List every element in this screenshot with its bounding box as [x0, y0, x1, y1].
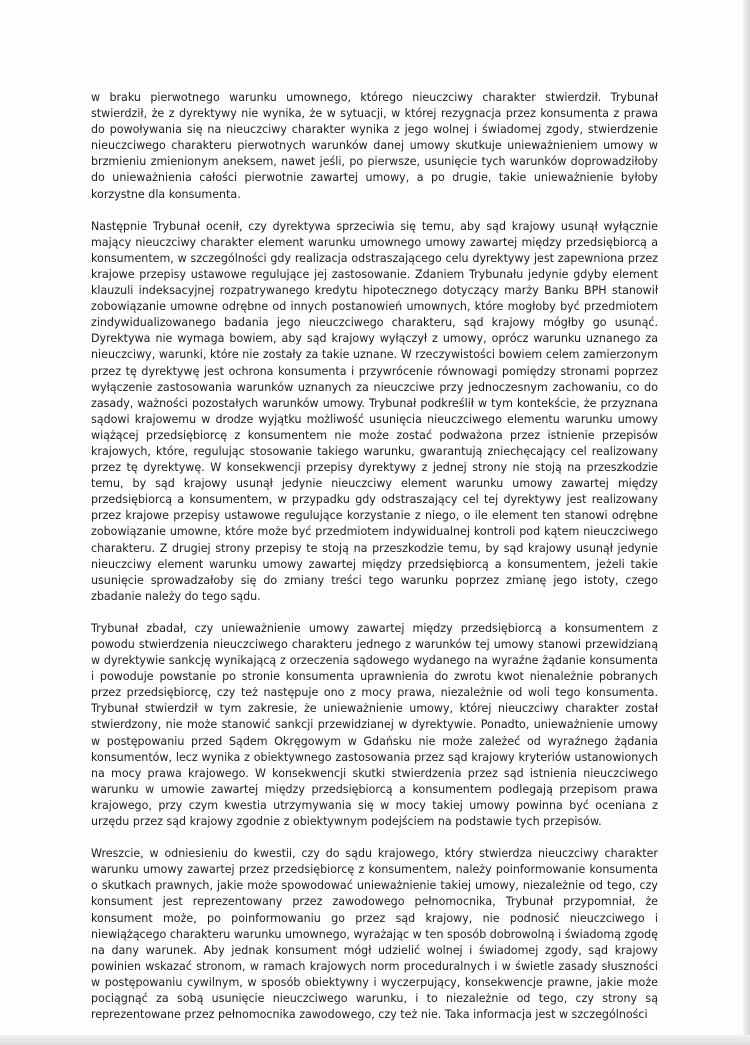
- document-body: [91, 90, 658, 1039]
- paragraph-2: Następnie Trybunał ocenił, czy dyrektywa sprzeciwia się temu, aby sąd krajowy usunął wyłącznie mający nieuczciwy charakter element warunku umownego umowy zawartej między przedsiębiorcą a konsumentem, w szczególności gdy realizacja odstraszającego celu dyrektywy jest zapewniona przez krajowe przepisy ustawowe regulujące jej zastosowanie. Zdaniem Trybunału jedynie gdyby element klauzuli indeksacyjnej rozpatrywanego kredytu hipotecznego dotyczący marży Banku BPH stanowił zobowiązanie umowne odrębne od innych postanowień umownych, które mogłoby być przedmiotem zindywidualizowanego badania jego nieuczciwego charakteru, sąd krajowy mógłby go usunąć. Dyrektywa nie wymaga bowiem, aby sąd krajowy wyłączył z umowy, oprócz warunku uznanego za nieuczciwy, warunki, które nie zostały za takie uznane. W rzeczywistości bowiem celem zamierzonym przez tę dyrektywę jest ochrona konsumenta i przywrócenie równowagi pomiędzy stronami poprzez wyłączenie zastosowania warunków uznanych za nieuczciwe przy jednoczesnym zachowaniu, co do zasady, ważności pozostałych warunków umowy. Trybunał podkreślił w tym kontekście, że przyznana sądowi krajowemu w drodze wyjątku możliwość usunięcia nieuczciwego elementu warunku umowy wiążącej przedsiębiorcę z konsumentem nie może zostać podważona przez istnienie przepisów krajowych, które, regulując stosowanie takiego warunku, gwarantują zniechęcający cel realizowany przez tę dyrektywę. W konsekwencji przepisy dyrektywy z jednej strony nie stoją na przeszkodzie temu, by sąd krajowy usunął jedynie nieuczciwy element warunku umowy zawartej między przedsiębiorcą a konsumentem, w przypadku gdy odstraszający cel tej dyrektywy jest realizowany przez krajowe przepisy ustawowe regulujące korzystanie z niego, o ile element ten stanowi odrębne zobowiązanie umowne, które może być przedmiotem indywidualnej kontroli pod kątem nieuczciwego charakteru. Z drugiej strony przepisy te stoją na przeszkodzie temu, by sąd krajowy usunął jedynie nieuczciwy element warunku umowy zawartej między przedsiębiorcą a konsumentem, jeżeli takie usunięcie sprowadzałoby się do zmiany treści tego warunku poprzez zmianę jego istoty, czego zbadanie należy do tego sądu.: [91, 219, 658, 603]
- paragraph-3: Trybunał zbadał, czy unieważnienie umowy zawartej między przedsiębiorcą a konsumentem z powodu stwierdzenia nieuczciwego charakteru jednego z warunków tej umowy stanowi przewidzianą w dyrektywie sankcję wynikającą z orzeczenia sądowego wydanego na wyraźne żądanie konsumenta i powoduje powstanie po stronie konsumenta uprawnienia do zwrotu kwot nienależnie pobranych przez przedsiębiorcę, czy też następuje ono z mocy prawa, niezależnie od woli tego konsumenta. Trybunał stwierdził w tym zakresie, że unieważnienie umowy, której nieuczciwy charakter został stwierdzony, nie może stanowić sankcji przewidzianej w dyrektywie. Ponadto, unieważnienie umowy w postępowaniu przed Sądem Okręgowym w Gdańsku nie może zależeć od wyraźnego żądania konsumentów, lecz wynika z obiektywnego zastosowania przez sąd krajowy kryteriów ustanowionych na mocy prawa krajowego. W konsekwencji skutki stwierdzenia przez sąd istnienia nieuczciwego warunku w umowie zawartej między przedsiębiorcą a konsumentem podlegają przepisom prawa krajowego, przy czym kwestia utrzymywania się w mocy takiej umowy powinna być oceniana z urzędu przez sąd krajowy zgodnie z obiektywnym podejściem na podstawie tych przepisów.: [91, 621, 658, 829]
- page-edge-shadow-right: [743, 0, 750, 1045]
- page-edge-shadow-bottom: [0, 1035, 750, 1045]
- paragraph-4: Wreszcie, w odniesieniu do kwestii, czy do sądu krajowego, który stwierdza nieuczciwy charakter warunku umowy zawartej przez przedsiębiorcę z konsumentem, należy poinformowanie konsumenta o skutkach prawnych, jakie może spowodować unieważnienie takiej umowy, niezależnie od tego, czy konsument jest reprezentowany przez zawodowego pełnomocnika, Trybunał przypomniał, że konsument może, po poinformowaniu go przez sąd krajowy, nie podnosić nieuczciwego i niewiążącego charakteru warunku umownego, wyrażając w ten sposób dobrowolną i świadomą zgodę na dany warunek. Aby jednak konsument mógł udzielić wolnej i świadomej zgody, sąd krajowy powinien wskazać stronom, w ramach krajowych norm proceduralnych i w świetle zasady słuszności w postępowaniu cywilnym, w sposób obiektywny i wyczerpujący, konsekwencje prawne, jakie może pociągnąć za sobą usunięcie nieuczciwego warunku, i to niezależnie od tego, czy strony są reprezentowane przez pełnomocnika zawodowego, czy też nie. Taka informacja jest w szczególności: [91, 847, 658, 1022]
- paragraph-1: w braku pierwotnego warunku umownego, którego nieuczciwy charakter stwierdził. Trybunał stwierdził, że z dyrektywy nie wynika, że w sytuacji, w której rezygnacja przez konsumenta z prawa do powoływania się na nieuczciwy charakter wynika z jego wolnej i świadomej zgody, stwierdzenie nieuczciwego charakteru pierwotnych warunków danej umowy skutkuje unieważnieniem umowy w brzmieniu zmienionym aneksem, nawet jeśli, po pierwsze, usunięcie tych warunków doprowadziłoby do unieważnienia całości pierwotnie zawartej umowy, a po drugie, takie unieważnienie byłoby korzystne dla konsumenta.: [91, 91, 658, 201]
